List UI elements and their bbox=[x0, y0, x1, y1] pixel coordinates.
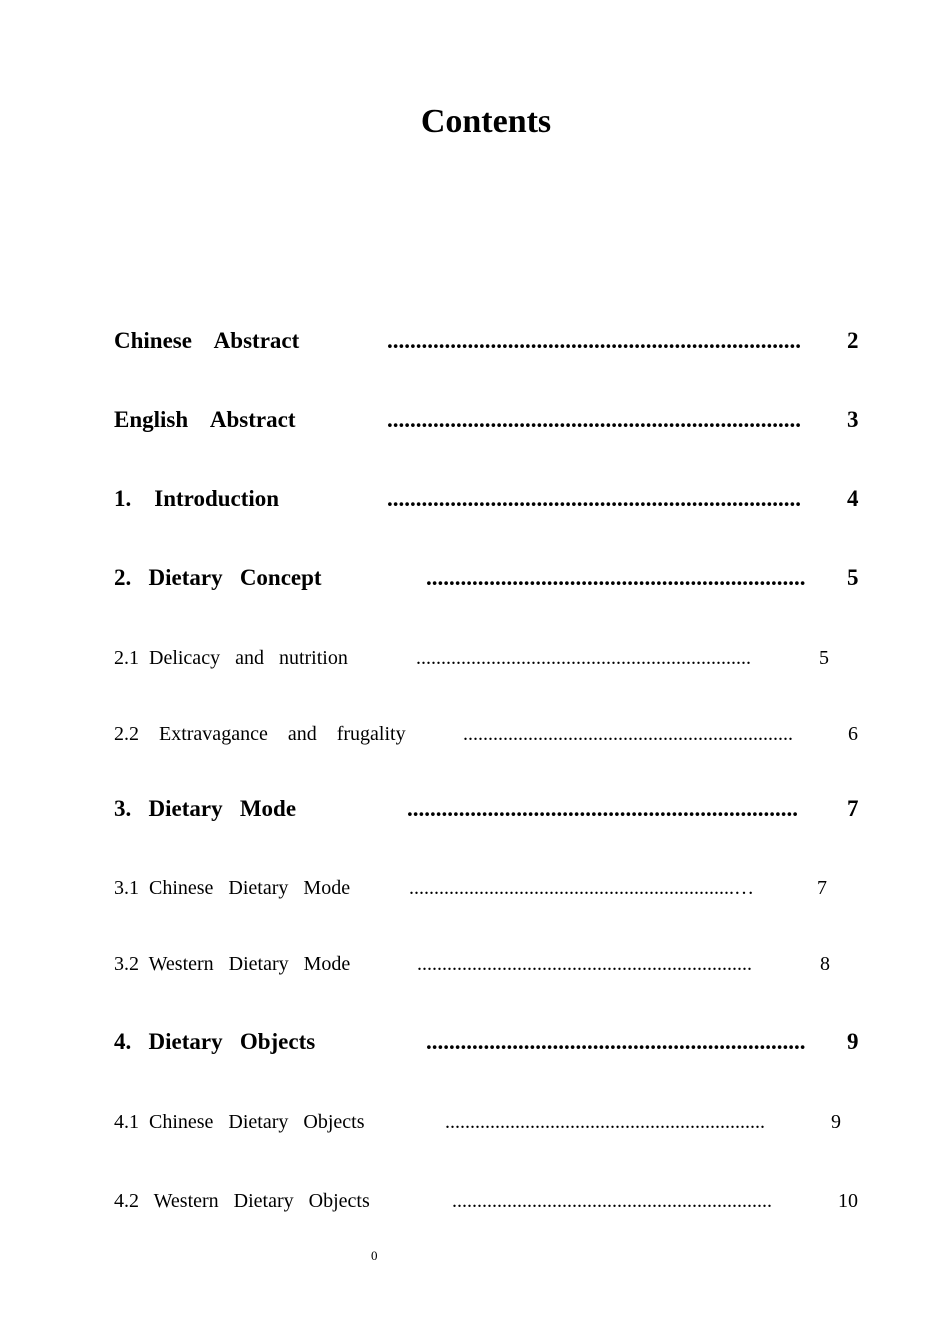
toc-entry-label: 1. Introduction bbox=[114, 486, 280, 511]
page-title: Contents bbox=[420, 103, 552, 140]
toc-dot-leader: ........................................................................ bbox=[387, 486, 801, 511]
toc-entry-label: 3.2 Western Dietary Mode bbox=[114, 953, 351, 975]
toc-entry-label: 2. Dietary Concept bbox=[114, 565, 322, 590]
toc-dot-leader: ................................................................... bbox=[417, 953, 752, 975]
toc-entry-label: 4. Dietary Objects bbox=[114, 1029, 316, 1054]
toc-page-number: 2 bbox=[847, 328, 859, 353]
toc-dot-leader: ................................................................... bbox=[416, 647, 751, 669]
toc-page-number: 4 bbox=[847, 486, 859, 511]
toc-entry-label: 3.1 Chinese Dietary Mode bbox=[114, 877, 351, 899]
toc-entry-label: Chinese Abstract bbox=[114, 328, 300, 353]
toc-page-number: 8 bbox=[820, 953, 830, 975]
toc-entry-label: 4.1 Chinese Dietary Objects bbox=[114, 1111, 365, 1133]
toc-dot-leader: .................................................................... bbox=[407, 796, 798, 821]
toc-page-number: 7 bbox=[847, 796, 859, 821]
toc-page-number: 10 bbox=[838, 1190, 858, 1212]
toc-dot-leader: ........................................................................ bbox=[387, 328, 801, 353]
toc-entry-label: 2.1 Delicacy and nutrition bbox=[114, 647, 348, 669]
toc-dot-leader: .................................................................. bbox=[463, 723, 793, 745]
toc-dot-leader: ................................................................ bbox=[452, 1190, 772, 1212]
toc-page-number: 7 bbox=[817, 877, 827, 899]
toc-page-number: 9 bbox=[831, 1111, 841, 1133]
toc-page-number: 6 bbox=[848, 723, 858, 745]
toc-dot-leader: ........................................................................ bbox=[387, 407, 801, 432]
toc-entry-label: 4.2 Western Dietary Objects bbox=[114, 1190, 370, 1212]
toc-entry-label: 2.2 Extravagance and frugality bbox=[114, 723, 406, 745]
page-number-footer: 0 bbox=[371, 1248, 378, 1263]
toc-page-number: 9 bbox=[847, 1029, 859, 1054]
toc-page-number: 5 bbox=[819, 647, 829, 669]
toc-dot-leader: .................................................................. bbox=[426, 565, 806, 590]
toc-entry-label: 3. Dietary Mode bbox=[114, 796, 297, 821]
toc-entry-label: English Abstract bbox=[114, 407, 296, 432]
toc-dot-leader: .................................................................… bbox=[409, 877, 754, 899]
toc-dot-leader: ................................................................ bbox=[445, 1111, 765, 1133]
toc-page-number: 5 bbox=[847, 565, 859, 590]
toc-page-number: 3 bbox=[847, 407, 859, 432]
toc-dot-leader: .................................................................. bbox=[426, 1029, 806, 1054]
